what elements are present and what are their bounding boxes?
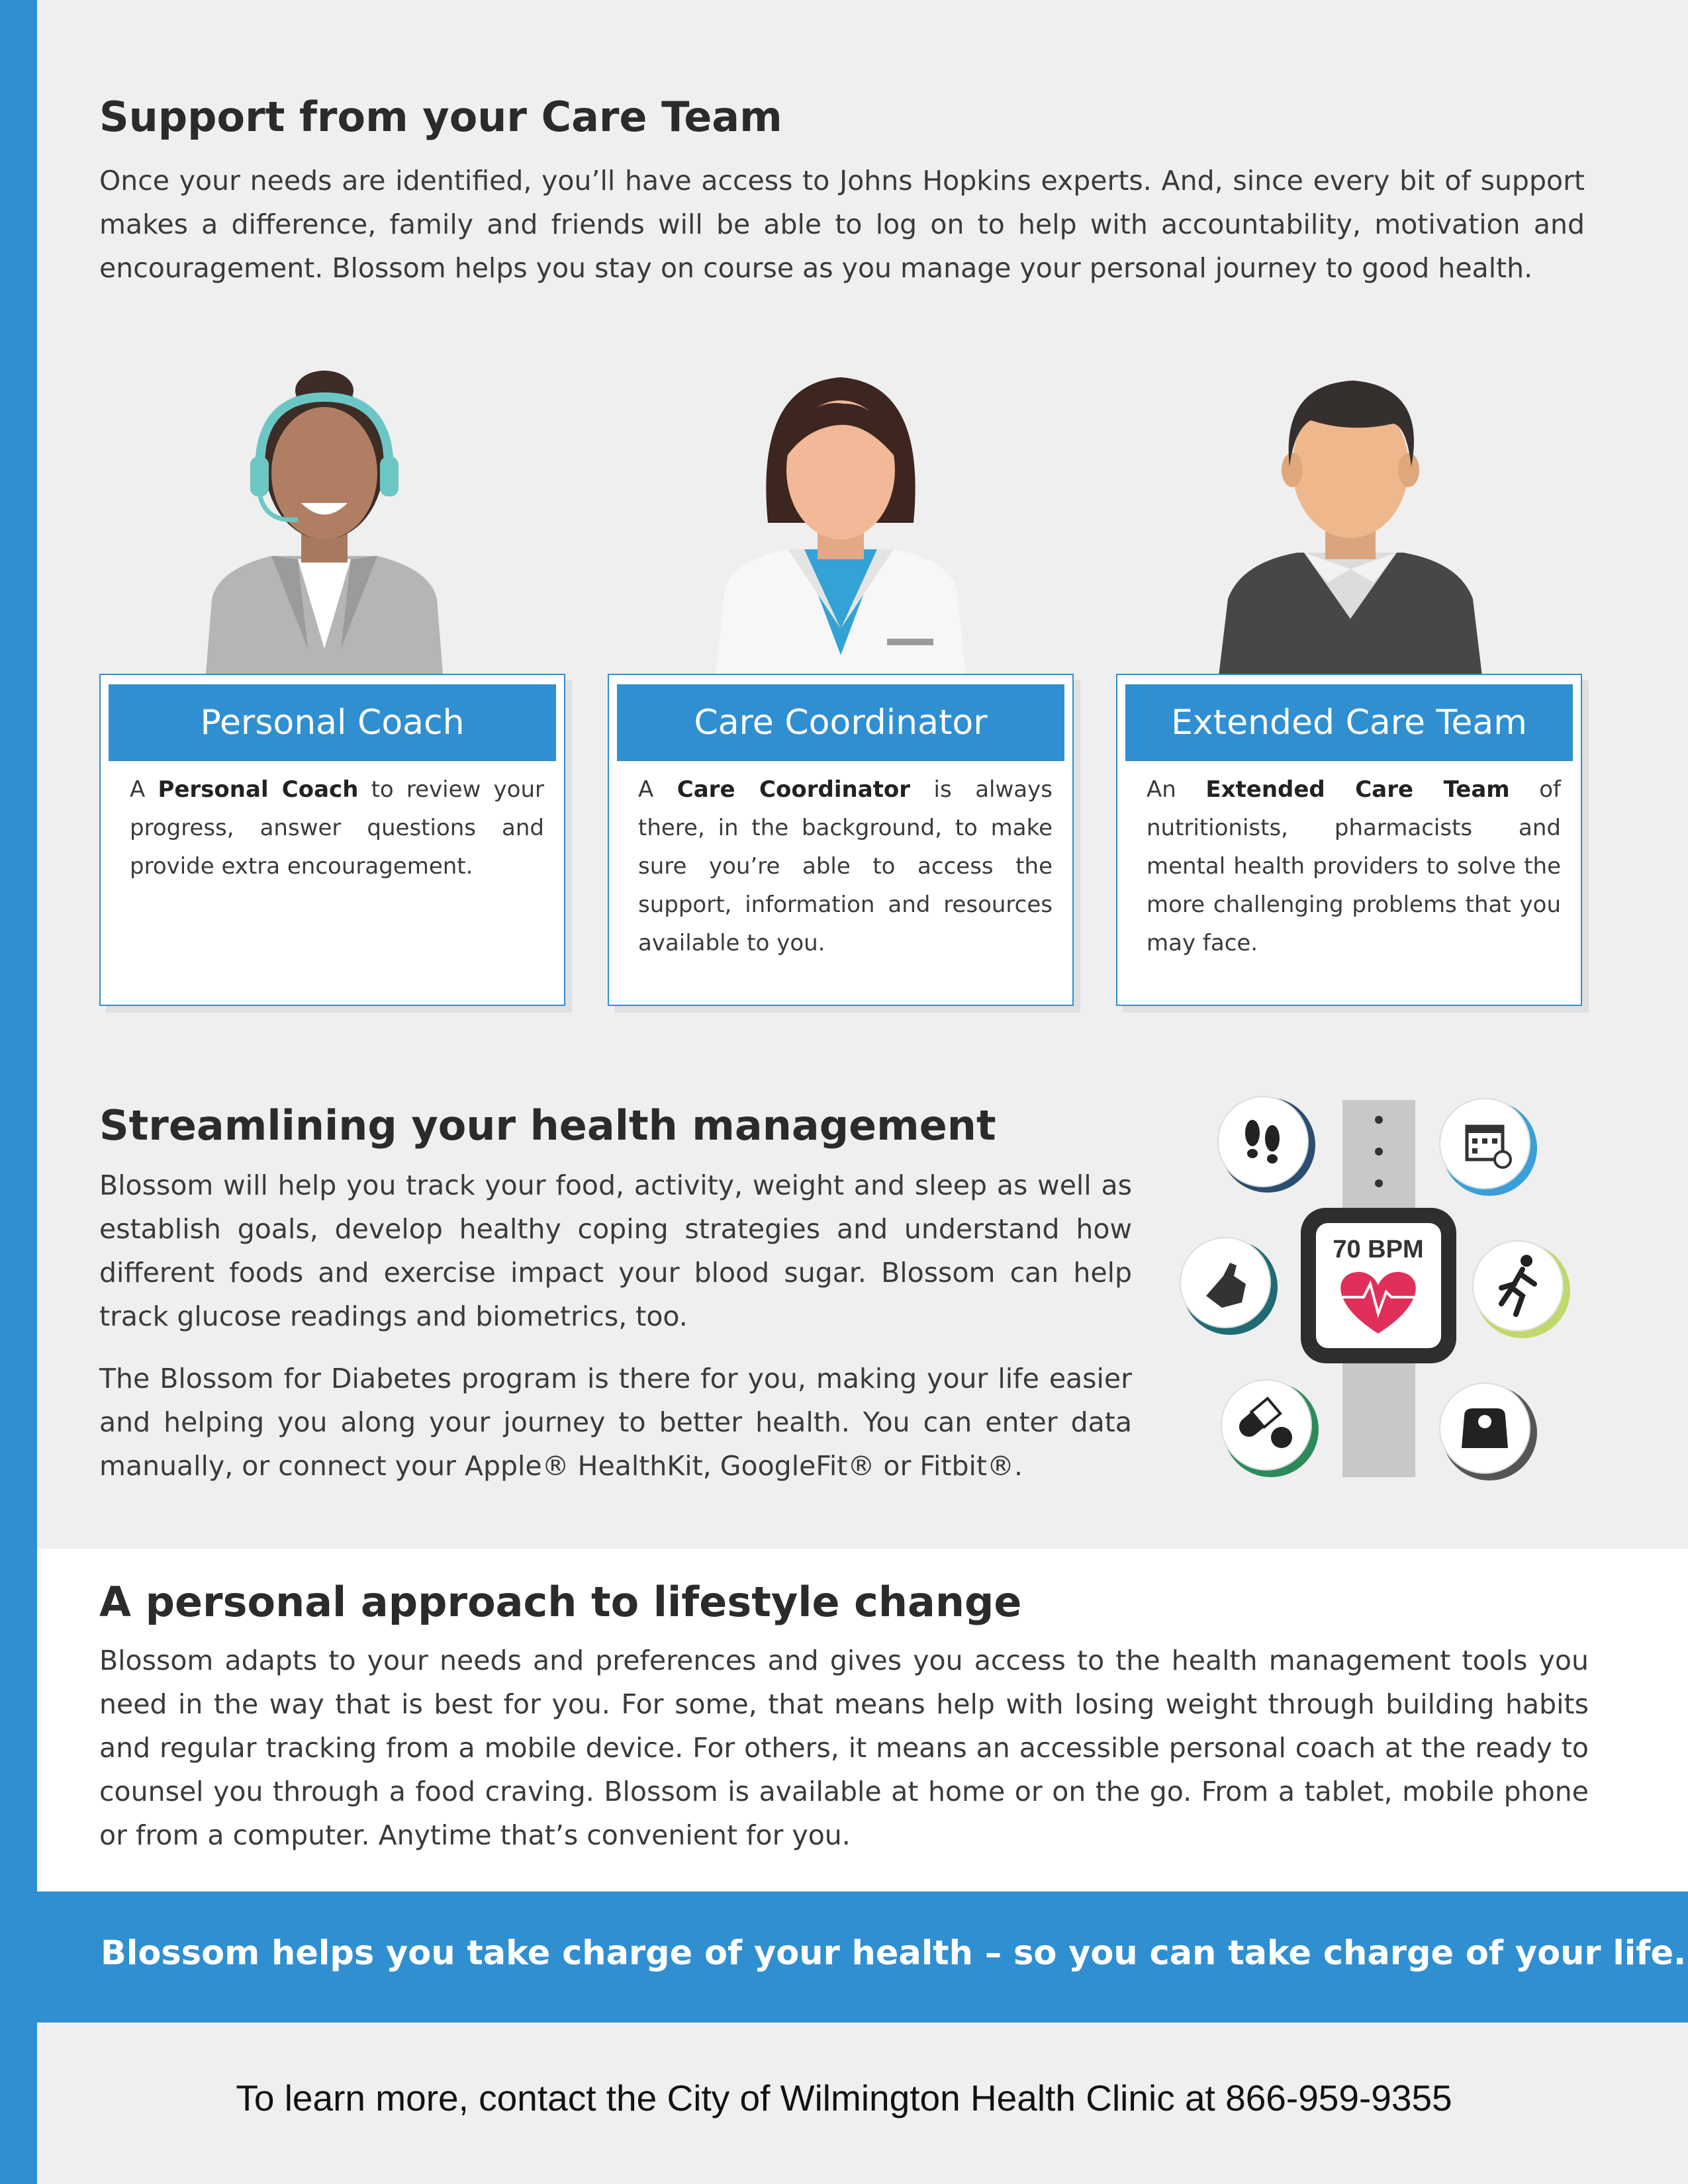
pills-icon [1221,1380,1319,1477]
footprints-icon [1218,1097,1315,1193]
care-coordinator-illustration [708,371,973,682]
calendar-icon [1440,1099,1537,1196]
personal-coach-card [99,674,565,1006]
tagline: Blossom helps you take charge of your health – so you can take charge of your life. [101,1934,1687,1973]
streamlining-body-1: Blossom will help you track your food, activity, weight and sleep as well as establish goals, develop healthy coping strategies and understand how different foods and exercise impact your blood sugar. Blossom can help track glucose readings and biometrics, too. [99,1169,1132,1332]
card-title: Extended Care Team [1125,684,1573,761]
personal-coach-illustration [199,371,450,682]
smartwatch-graphic [1165,1085,1602,1482]
bpm-readout: 70 BPM [1333,1236,1424,1263]
runner-icon [1473,1241,1570,1338]
card-title: Care Coordinator [617,684,1064,761]
hand-touch-icon [1180,1238,1278,1335]
personal-approach-body: Blossom adapts to your needs and preferences and gives you access to the health management tools you need in the way that is best for you. For some, that means help with losing weight through building habits and regular tracking from a mobile device. For others, it means an accessible personal coach at the ready to counsel you through a food craving. Blossom is available at home or on the go. From a tablet, mobile phone or from a computer. Anytime that’s convenient for you. [99,1645,1589,1851]
left-accent-bar [0,0,37,2184]
care-coordinator-card [608,674,1074,1006]
extended-care-team-card [1116,674,1582,1006]
card-description: An Extended Care Team of nutritionists, pharmacists and mental health providers to solve the more challenging problems that you may face. [1147,776,1561,956]
contact-footer: To learn more, contact the City of Wilmington Health Clinic at 866-959-9355 [236,2077,1452,2118]
support-heading: Support from your Care Team [99,93,782,141]
extended-care-team-illustration [1211,371,1489,682]
personal-approach-heading: A personal approach to lifestyle change [99,1578,1022,1626]
scale-icon [1440,1383,1537,1480]
streamlining-body-2: The Blossom for Diabetes program is there for you, making your life easier and helping you along your journey to better health. You can enter data manually, or connect your Apple® HealthKit, GoogleFit® or Fitbit®. [99,1363,1132,1482]
card-description: A Care Coordinator is always there, in the background, to make sure you’re able to access the support, information and resources available to you. [638,776,1053,956]
card-title: Personal Coach [109,684,556,761]
support-body: Once your needs are identified, you’ll have access to Johns Hopkins experts. And, since every bit of support makes a difference, family and friends will be able to log on to help with accountability, motivation and encouragement. Blossom helps you stay on course as you manage your personal journey to good health. [99,165,1585,284]
card-description: A Personal Coach to review your progress, answer questions and provide extra encouragement. [130,776,544,880]
streamlining-heading: Streamlining your health management [99,1101,996,1150]
